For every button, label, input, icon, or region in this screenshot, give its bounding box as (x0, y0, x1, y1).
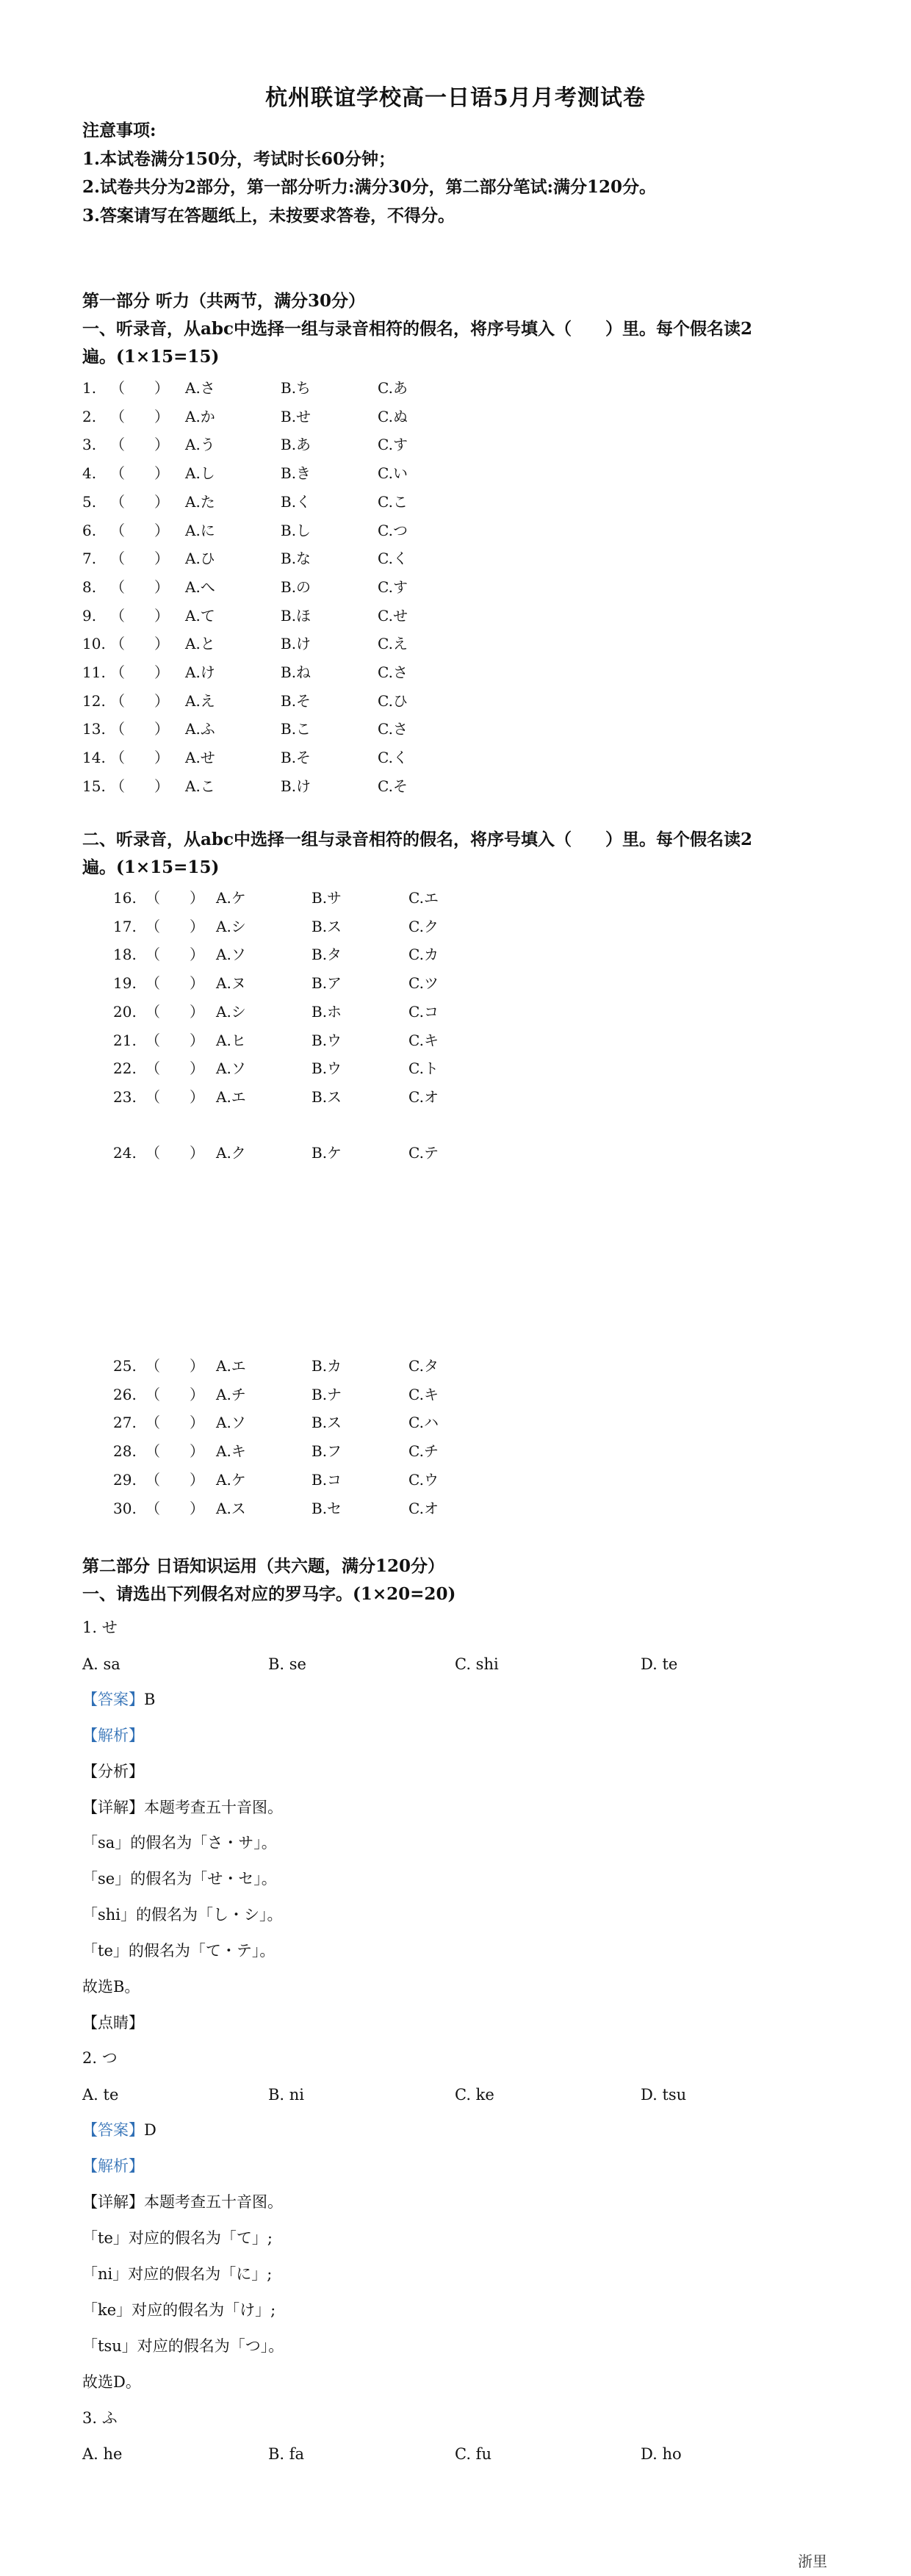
question-number: 21. (113, 1031, 137, 1049)
option-b: B.せ (281, 407, 312, 425)
question-number: 19. (113, 974, 137, 993)
option-b: B.け (281, 777, 312, 795)
detail-line: 「ni」对应的假名为「に」; (82, 2265, 273, 2283)
answer-value: B (144, 1691, 156, 1708)
option-a: A.エ (216, 1087, 246, 1106)
option-b: B.セ (312, 1499, 342, 1517)
part1-heading: 第一部分 听力（共两节，满分30分） (82, 291, 366, 311)
option-d: D. te (641, 1655, 678, 1673)
option-a: A.え (185, 691, 215, 710)
detail-line: 「tsu」对应的假名为「つ」。 (82, 2337, 284, 2355)
option-a: A.し (185, 464, 215, 483)
option-c: C.ト (408, 1059, 439, 1078)
option-b: B.コ (312, 1470, 342, 1489)
answer-blank[interactable]: （ ） (110, 749, 169, 767)
option-b: B.サ (312, 889, 342, 907)
question-number: 26. (113, 1385, 137, 1403)
answer-blank[interactable]: （ ） (145, 946, 204, 964)
option-a: A.ヒ (216, 1031, 246, 1049)
option-a: A.エ (216, 1357, 246, 1375)
option-c: C.キ (408, 1385, 439, 1403)
question-number: 29. (113, 1470, 137, 1489)
question-number: 24. (113, 1144, 137, 1162)
option-a: A. he (82, 2445, 123, 2463)
answer-blank[interactable]: （ ） (145, 1357, 204, 1375)
question-number: 5. (82, 492, 97, 511)
option-a: A.ひ (185, 550, 215, 568)
option-b: B. fa (268, 2445, 305, 2463)
option-b: B.ケ (312, 1144, 342, 1162)
detail-line: 「shi」的假名为「し・シ」。 (82, 1906, 283, 1924)
option-c: C.え (378, 635, 408, 653)
answer-blank[interactable]: （ ） (145, 889, 204, 907)
question-number: 27. (113, 1414, 137, 1432)
option-b: B.ス (312, 1087, 342, 1106)
option-c: C.オ (408, 1087, 439, 1106)
option-c: C.さ (378, 720, 408, 738)
option-b: B.ね (281, 663, 312, 681)
option-c: C.チ (408, 1442, 439, 1461)
answer-blank[interactable]: （ ） (110, 550, 169, 568)
option-c: C.つ (378, 521, 408, 539)
option-a: A.う (185, 436, 215, 454)
answer-blank[interactable]: （ ） (145, 1144, 204, 1162)
option-c: C.ぬ (378, 407, 408, 425)
option-c: C. shi (455, 1655, 499, 1673)
option-a: A. sa (82, 1655, 120, 1673)
answer-blank[interactable]: （ ） (145, 1385, 204, 1403)
answer-blank[interactable]: （ ） (145, 974, 204, 993)
answer-blank[interactable]: （ ） (110, 407, 169, 425)
notice-heading: 注意事项: (82, 120, 156, 140)
option-a: A.か (185, 407, 215, 425)
question-number: 1. (82, 379, 97, 397)
option-a: A.こ (185, 777, 215, 795)
option-c: C.ウ (408, 1470, 439, 1489)
part2-section1-instruction: 一、请选出下列假名对应的罗马字。(1×20=20) (82, 1584, 456, 1604)
option-a: A.た (185, 492, 215, 511)
option-a: A.け (185, 663, 215, 681)
option-a: A.ソ (216, 1414, 246, 1432)
option-b: B.く (281, 492, 312, 511)
answer-tag: 【答案】 (82, 1691, 144, 1708)
option-a: A.シ (216, 1002, 246, 1021)
question-stem: 3. ふ (82, 2409, 118, 2427)
option-a: A.ソ (216, 946, 246, 964)
conclusion: 故选B。 (82, 1978, 140, 1996)
option-a: A.に (185, 521, 215, 539)
option-c: C.カ (408, 946, 439, 964)
question-number: 23. (113, 1087, 137, 1106)
option-c: C.ハ (408, 1414, 439, 1432)
question-number: 17. (113, 917, 137, 935)
answer-blank[interactable]: （ ） (145, 917, 204, 935)
option-b: B.フ (312, 1442, 342, 1461)
answer-blank[interactable]: （ ） (110, 663, 169, 681)
question-number: 14. (82, 749, 106, 767)
section1-instruction: 遍。(1×15=15) (82, 347, 220, 367)
option-c: C.エ (408, 889, 439, 907)
option-c: C.オ (408, 1499, 439, 1517)
question-number: 4. (82, 464, 97, 483)
question-number: 25. (113, 1357, 137, 1375)
detail-line: 「ke」对应的假名为「け」; (82, 2301, 276, 2319)
option-a: A.ふ (185, 720, 215, 738)
question-number: 22. (113, 1059, 137, 1078)
answer-value: D (144, 2121, 156, 2139)
option-c: C.す (378, 436, 408, 454)
option-d: D. tsu (641, 2086, 687, 2104)
option-a: A.シ (216, 917, 246, 935)
answer-line (82, 2119, 156, 2141)
option-c: C.タ (408, 1357, 439, 1375)
answer-blank[interactable]: （ ） (110, 691, 169, 710)
detail-text: 【详解】本题考查五十音图。 (82, 2193, 283, 2211)
option-c: C.す (378, 578, 408, 596)
question-number: 10. (82, 635, 106, 653)
option-c: C.く (378, 550, 408, 568)
option-d: D. ho (641, 2445, 682, 2463)
option-b: B.ホ (312, 1002, 342, 1021)
question-number: 7. (82, 550, 97, 568)
answer-blank[interactable]: （ ） (145, 1499, 204, 1517)
page-title: 杭州联谊学校高一日语5月月考测试卷 (265, 85, 646, 111)
question-number: 9. (82, 606, 97, 625)
option-c: C.く (378, 749, 408, 767)
section2-instruction: 遍。(1×15=15) (82, 857, 220, 877)
question-number: 20. (113, 1002, 137, 1021)
answer-blank[interactable]: （ ） (110, 777, 169, 795)
answer-blank[interactable]: （ ） (145, 1087, 204, 1106)
question-number: 30. (113, 1499, 137, 1517)
option-c: C.ク (408, 917, 439, 935)
answer-blank[interactable]: （ ） (145, 1442, 204, 1461)
option-b: B.ア (312, 974, 342, 993)
option-b: B.の (281, 578, 312, 596)
option-c: C.さ (378, 663, 408, 681)
answer-blank[interactable]: （ ） (145, 1059, 204, 1078)
section1-instruction: 一、听录音，从abc中选择一组与录音相符的假名，将序号填入（ ）里。每个假名读2 (82, 319, 752, 339)
option-a: A. te (82, 2086, 119, 2104)
option-c: C. ke (455, 2086, 494, 2104)
question-number: 3. (82, 436, 97, 454)
answer-blank[interactable]: （ ） (110, 464, 169, 483)
option-c: C. fu (455, 2445, 491, 2463)
option-c: C.コ (408, 1002, 439, 1021)
answer-blank[interactable]: （ ） (145, 1031, 204, 1049)
question-number: 8. (82, 578, 97, 596)
option-a: A.ケ (216, 889, 246, 907)
answer-blank[interactable]: （ ） (110, 578, 169, 596)
dianjing-tag: 【点睛】 (82, 2014, 144, 2032)
section2-instruction: 二、听录音，从abc中选择一组与录音相符的假名，将序号填入（ ）里。每个假名读2 (82, 830, 752, 849)
option-a: A.て (185, 606, 215, 625)
option-a: A.へ (185, 578, 215, 596)
detail-line: 「te」对应的假名为「て」; (82, 2229, 273, 2247)
option-b: B.あ (281, 436, 312, 454)
option-b: B.ス (312, 1414, 342, 1432)
option-a: A.せ (185, 749, 215, 767)
option-b: B.タ (312, 946, 342, 964)
option-c: C.こ (378, 492, 408, 511)
option-b: B.き (281, 464, 312, 483)
answer-blank[interactable]: （ ） (145, 1414, 204, 1432)
answer-blank[interactable]: （ ） (110, 492, 169, 511)
detail-line: 「se」的假名为「せ・セ」。 (82, 1870, 277, 1888)
option-c: C.キ (408, 1031, 439, 1049)
option-c: C.い (378, 464, 408, 483)
option-c: C.そ (378, 777, 408, 795)
option-c: C.せ (378, 606, 408, 625)
notice-item: 3.答案请写在答题纸上，未按要求答卷，不得分。 (82, 206, 455, 226)
option-b: B.し (281, 521, 312, 539)
answer-blank[interactable]: （ ） (110, 379, 169, 397)
analysis-tag: 【解析】 (82, 2157, 144, 2175)
option-b: B.カ (312, 1357, 342, 1375)
question-number: 28. (113, 1442, 137, 1461)
answer-blank[interactable]: （ ） (110, 720, 169, 738)
option-a: A.ス (216, 1499, 246, 1517)
answer-blank[interactable]: （ ） (110, 635, 169, 653)
option-b: B. ni (268, 2086, 305, 2104)
detail-line: 「sa」的假名为「さ・サ」。 (82, 1834, 277, 1852)
question-number: 6. (82, 521, 97, 539)
option-a: A.さ (185, 379, 215, 397)
answer-blank[interactable]: （ ） (145, 1002, 204, 1021)
question-number: 13. (82, 720, 106, 738)
analysis-tag: 【解析】 (82, 1727, 144, 1744)
option-b: B.ウ (312, 1031, 342, 1049)
option-a: A.ヌ (216, 974, 246, 993)
corner-watermark: 浙里 (798, 2552, 827, 2570)
option-b: B.ほ (281, 606, 312, 625)
conclusion: 故选D。 (82, 2373, 141, 2391)
option-c: C.テ (408, 1144, 439, 1162)
option-b: B. se (268, 1655, 306, 1673)
question-number: 15. (82, 777, 106, 795)
notice-item: 2.试卷共分为2部分，第一部分听力:满分30分，第二部分笔试:满分120分。 (82, 177, 657, 197)
answer-line (82, 1688, 155, 1710)
notice-item: 1.本试卷满分150分，考试时长60分钟； (82, 149, 396, 169)
question-stem: 2. つ (82, 2049, 118, 2067)
detail-text: 【详解】本题考查五十音图。 (82, 1799, 283, 1816)
option-c: C.あ (378, 379, 408, 397)
option-b: B.そ (281, 691, 312, 710)
question-number: 18. (113, 946, 137, 964)
answer-blank[interactable]: （ ） (110, 521, 169, 539)
option-a: A.チ (216, 1385, 246, 1403)
option-b: B.な (281, 550, 312, 568)
answer-tag: 【答案】 (82, 2121, 144, 2139)
option-c: C.ひ (378, 691, 408, 710)
answer-blank[interactable]: （ ） (110, 436, 169, 454)
question-number: 2. (82, 407, 97, 425)
part2-heading: 第二部分 日语知识运用（共六题，满分120分） (82, 1556, 445, 1576)
question-number: 11. (82, 663, 106, 681)
question-stem: 1. せ (82, 1619, 118, 1636)
option-a: A.ソ (216, 1059, 246, 1078)
fenxi-tag: 【分析】 (82, 1763, 144, 1780)
question-number: 16. (113, 889, 137, 907)
question-number: 12. (82, 691, 106, 710)
detail-line: 「te」的假名为「て・テ」。 (82, 1942, 276, 1960)
option-b: B.ウ (312, 1059, 342, 1078)
option-c: C.ツ (408, 974, 439, 993)
option-a: A.ケ (216, 1470, 246, 1489)
answer-blank[interactable]: （ ） (145, 1470, 204, 1489)
option-a: A.キ (216, 1442, 246, 1461)
option-b: B.ス (312, 917, 342, 935)
option-b: B.け (281, 635, 312, 653)
option-a: A.と (185, 635, 215, 653)
option-a: A.ク (216, 1144, 246, 1162)
option-b: B.ナ (312, 1385, 342, 1403)
option-b: B.そ (281, 749, 312, 767)
option-b: B.こ (281, 720, 312, 738)
option-b: B.ち (281, 379, 312, 397)
answer-blank[interactable]: （ ） (110, 606, 169, 625)
